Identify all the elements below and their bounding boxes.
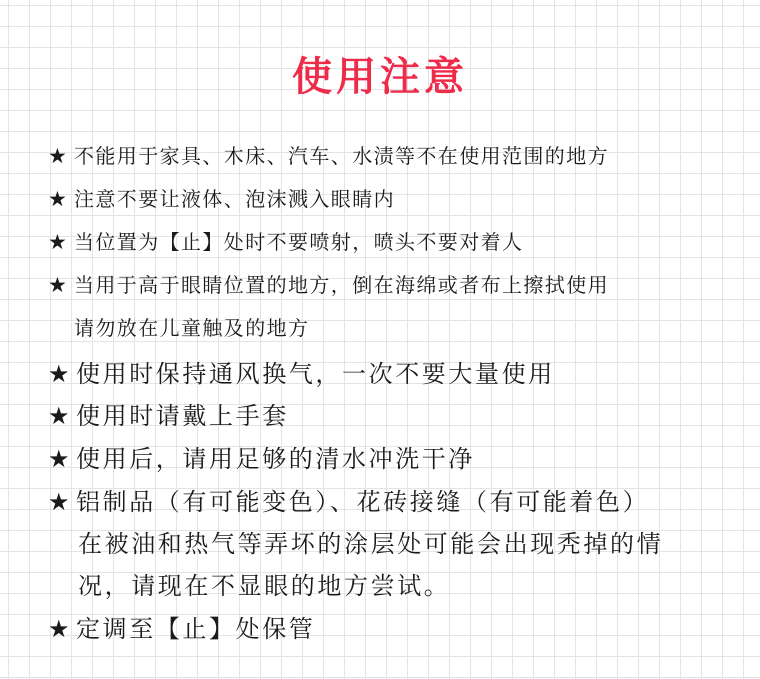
list-item-line xyxy=(48,438,475,480)
list-item-text-continued: 请勿放在儿童触及的地方 xyxy=(74,316,310,340)
list-item-line xyxy=(48,608,315,650)
list-item-text: 当位置为【止】处时不要喷射，喷头不要对着人 xyxy=(74,230,524,254)
list-item-line xyxy=(48,221,523,264)
list-item-text: 使用时保持通风换气，一次不要大量使用 xyxy=(76,360,555,388)
star-icon: ★ xyxy=(48,273,69,297)
list-item-text: 铝制品（有可能变色）、花砖接缝（有可能着色） xyxy=(76,488,650,516)
star-icon: ★ xyxy=(48,488,73,516)
list-item xyxy=(48,135,609,178)
list-item xyxy=(48,264,609,350)
star-icon: ★ xyxy=(48,187,69,211)
list-item-line xyxy=(48,481,663,523)
list-item xyxy=(48,353,555,395)
list-item-text: 使用后，请用足够的清水冲洗干净 xyxy=(76,445,475,473)
list-item xyxy=(48,481,663,607)
list-item xyxy=(48,221,523,264)
list-item xyxy=(48,608,315,650)
list-item-text: 定调至【止】处保管 xyxy=(76,615,316,643)
star-icon: ★ xyxy=(48,402,73,430)
star-icon: ★ xyxy=(48,445,73,473)
list-item-line xyxy=(48,395,289,437)
list-item-text: 使用时请戴上手套 xyxy=(76,402,289,430)
star-icon: ★ xyxy=(48,230,69,254)
list-item-text: 注意不要让液体、泡沫溅入眼睛内 xyxy=(74,187,395,211)
list-item-text: 不能用于家具、木床、汽车、水渍等不在使用范围的地方 xyxy=(74,144,609,168)
list-item-text-continued: 在被油和热气等弄坏的涂层处可能会出现秃掉的情 xyxy=(78,530,664,558)
list-item-line xyxy=(48,353,555,395)
star-icon: ★ xyxy=(48,144,69,168)
list-item-line xyxy=(48,135,609,178)
page-title: 使用注意 xyxy=(292,54,468,100)
list-item-line xyxy=(48,178,395,221)
star-icon: ★ xyxy=(48,615,73,643)
list-item xyxy=(48,178,395,221)
list-item xyxy=(48,395,289,437)
list-item-text-continued: 况，请现在不显眼的地方尝试。 xyxy=(78,572,451,600)
list-item-line xyxy=(48,264,609,307)
list-item-text: 当用于高于眼睛位置的地方，倒在海绵或者布上擦拭使用 xyxy=(74,273,609,297)
list-item xyxy=(48,438,475,480)
star-icon: ★ xyxy=(48,360,73,388)
